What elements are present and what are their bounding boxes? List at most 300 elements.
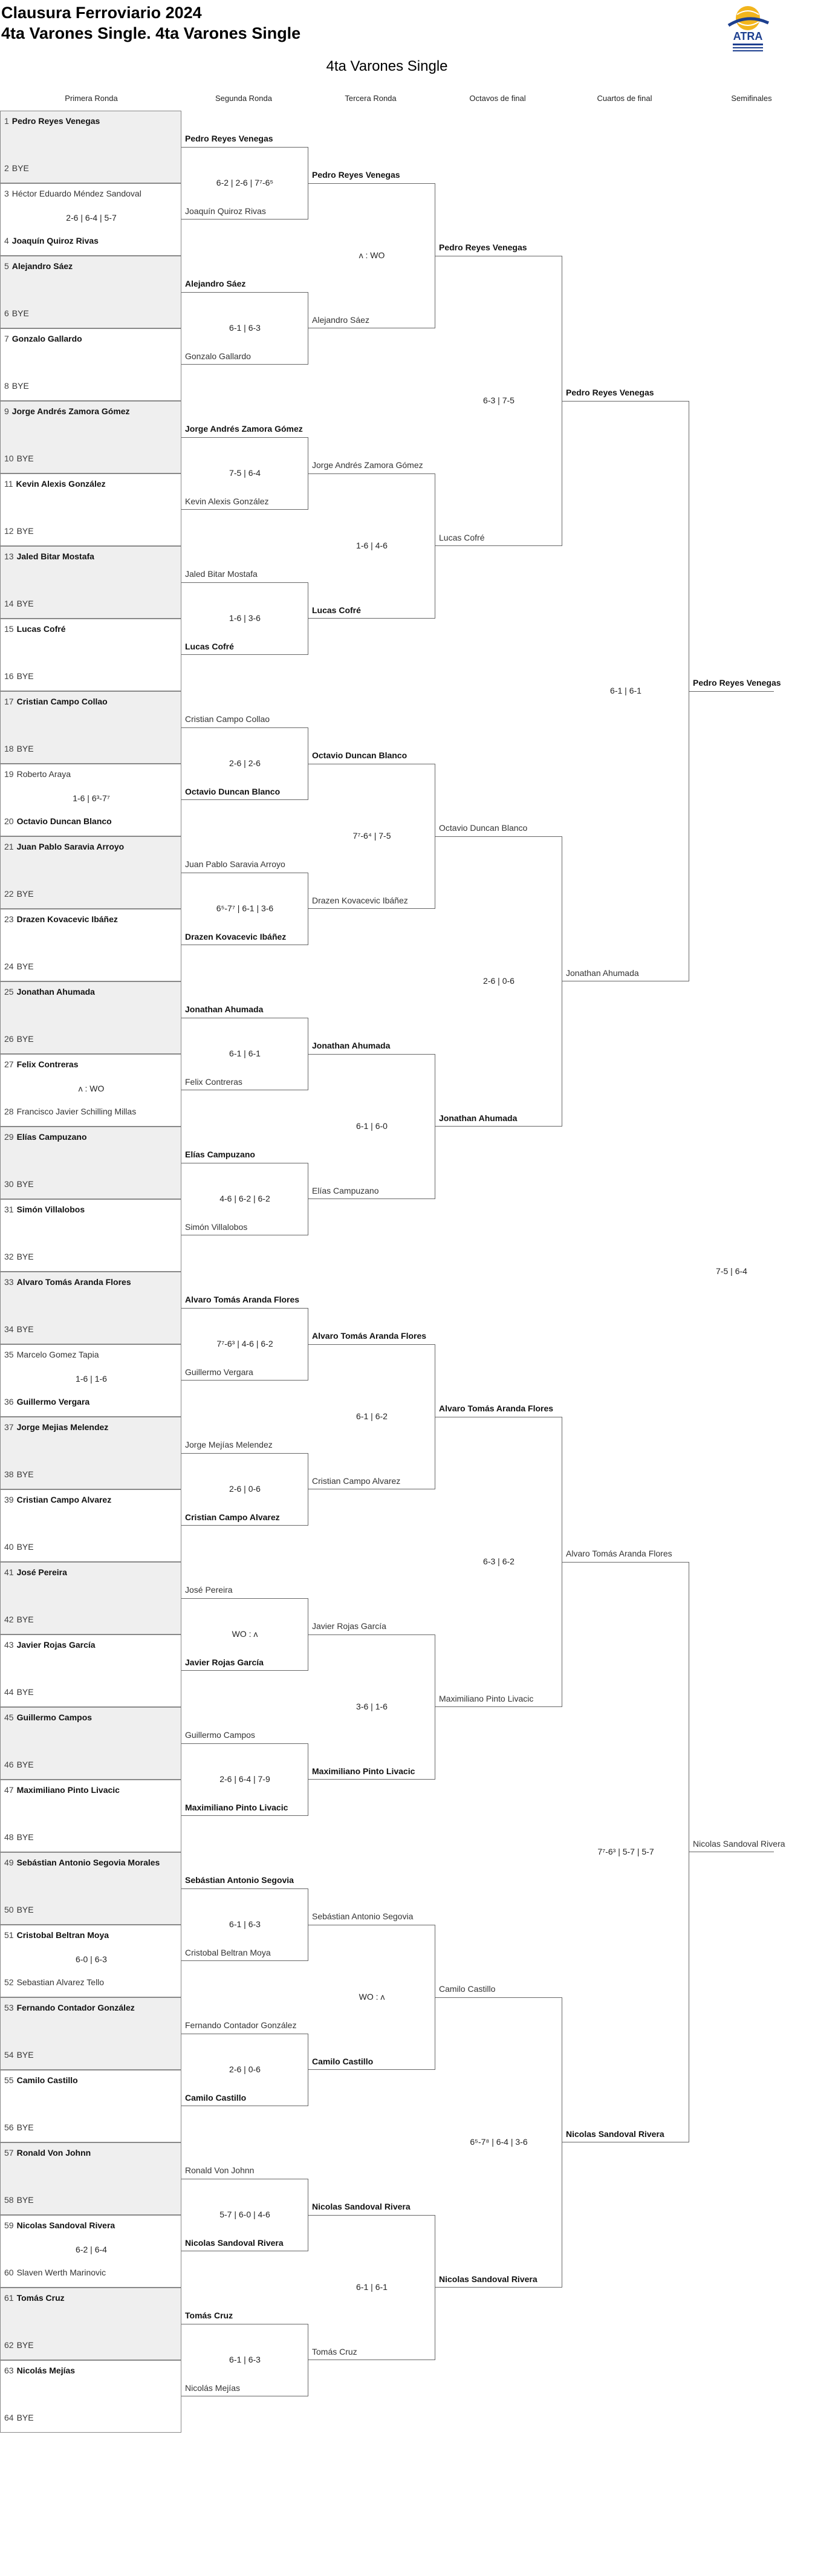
first-round-match <box>0 981 181 1054</box>
player-name: Fernando Contador González <box>16 2003 135 2012</box>
first-round-match <box>0 619 181 691</box>
seed-number: 46 <box>4 1760 14 1769</box>
player-name: Alvaro Tomás Aranda Flores <box>439 1403 554 1413</box>
player-name: Nicolás Mejías <box>185 2383 241 2393</box>
player-name: Nicolas Sandoval Rivera <box>439 2274 537 2284</box>
player-name: Cristian Campo Alvarez <box>185 1512 280 1522</box>
player-name: BYE <box>16 1832 34 1842</box>
player-name: BYE <box>16 599 34 608</box>
player-name: Jonathan Ahumada <box>566 968 639 978</box>
player-name: Jonathan Ahumada <box>185 1004 264 1014</box>
player-line <box>4 2366 75 2375</box>
player-name: Lucas Cofré <box>439 533 485 542</box>
match-score: 1-6 | 3-6 <box>229 613 261 623</box>
player-line <box>4 2413 34 2422</box>
player-name: BYE <box>16 1469 34 1479</box>
player-name: Lucas Cofré <box>16 624 66 634</box>
player-name: Juan Pablo Saravia Arroyo <box>16 842 125 851</box>
player-name: Sebástian Antonio Segovia <box>185 1875 294 1885</box>
player-name: Guillermo Campos <box>185 1730 255 1740</box>
player-name: Cristian Campo Alvarez <box>312 1476 401 1486</box>
player-name: BYE <box>16 1542 34 1552</box>
first-round-match <box>0 328 181 401</box>
player-name: BYE <box>16 526 34 536</box>
player-name: BYE <box>16 2413 34 2422</box>
player-line <box>4 1687 34 1697</box>
seed-number: 63 <box>4 2366 14 2375</box>
seed-number: 43 <box>4 1640 14 1650</box>
player-name: BYE <box>16 2122 34 2132</box>
seed-number: 37 <box>4 1422 14 1432</box>
seed-number: 17 <box>4 697 14 706</box>
player-name: BYE <box>16 2340 34 2350</box>
match-score: 5-7 | 6-0 | 4-6 <box>219 2210 270 2219</box>
match-score: 6-1 | 6-1 <box>610 686 641 695</box>
player-name: Alvaro Tomás Aranda Flores <box>185 1295 300 1304</box>
player-name: Javier Rojas García <box>185 1657 264 1667</box>
player-name: BYE <box>11 163 29 173</box>
match-score: 7-5 | 6-4 <box>229 468 261 478</box>
player-name: Pedro Reyes Venegas <box>11 116 100 126</box>
player-name: BYE <box>16 671 34 681</box>
seed-number: 49 <box>4 1858 14 1867</box>
player-line <box>4 1760 34 1769</box>
player-line <box>4 1615 34 1624</box>
match-score: 1-6 | 1-6 <box>76 1374 107 1384</box>
seed-number: 22 <box>4 889 14 899</box>
player-line <box>4 1469 34 1479</box>
match-score: 2-6 | 2-6 <box>229 758 261 768</box>
match-score: 6⁵-7⁸ | 6-4 | 3-6 <box>470 2137 528 2147</box>
seed-number: 30 <box>4 1179 14 1189</box>
seed-number: 45 <box>4 1712 14 1722</box>
player-name: Jorge Mejias Melendez <box>16 1422 109 1432</box>
player-line <box>4 624 66 634</box>
match-score: 1-6 | 4-6 <box>356 541 388 550</box>
seed-number: 15 <box>4 624 14 634</box>
player-name: Jaled Bitar Mostafa <box>16 551 94 561</box>
seed-number: 32 <box>4 1252 14 1261</box>
seed-number: 28 <box>4 1107 14 1116</box>
player-line <box>4 189 141 198</box>
player-name: Gonzalo Gallardo <box>185 351 251 361</box>
player-name: Octavio Duncan Blanco <box>312 750 408 760</box>
round-header-1: Primera Ronda <box>65 94 118 103</box>
first-round-match <box>0 764 181 836</box>
player-name: Nicolas Sandoval Rivera <box>185 2238 284 2248</box>
player-name: Maximiliano Pinto Livacic <box>185 1803 288 1812</box>
player-name: Pedro Reyes Venegas <box>693 678 781 688</box>
player-line <box>4 1107 136 1116</box>
player-name: Guillermo Vergara <box>16 1397 90 1407</box>
first-round-match <box>0 2070 181 2142</box>
player-line <box>4 406 130 416</box>
player-name: Pedro Reyes Venegas <box>185 134 273 143</box>
seed-number: 25 <box>4 987 14 997</box>
player-line <box>4 526 34 536</box>
player-name: Jorge Mejías Melendez <box>185 1440 273 1449</box>
player-line <box>4 1252 34 1261</box>
seed-number: 47 <box>4 1785 14 1795</box>
player-name: Octavio Duncan Blanco <box>16 816 112 826</box>
player-line <box>4 744 34 753</box>
player-name: Jorge Andrés Zamora Gómez <box>185 424 303 434</box>
player-name: Alvaro Tomás Aranda Flores <box>566 1549 672 1558</box>
player-line <box>4 1567 67 1577</box>
first-round-match <box>0 1417 181 1489</box>
first-round-match <box>0 2360 181 2433</box>
player-name: Maximiliano Pinto Livacic <box>312 1766 415 1776</box>
player-line <box>4 2148 91 2158</box>
player-name: Javier Rojas García <box>16 1640 96 1650</box>
seed-number: 64 <box>4 2413 14 2422</box>
player-line <box>4 261 73 271</box>
player-name: Jonathan Ahumada <box>439 1113 518 1123</box>
player-name: Gonzalo Gallardo <box>11 334 82 343</box>
player-name: BYE <box>16 2050 34 2060</box>
seed-number: 50 <box>4 1905 14 1914</box>
player-name: BYE <box>16 1615 34 1624</box>
match-score: 2-6 | 0-6 <box>229 1484 261 1494</box>
first-round-match <box>0 546 181 619</box>
first-round-match <box>0 1054 181 1127</box>
player-name: Sebástian Antonio Segovia <box>312 1911 414 1921</box>
player-name: Simón Villalobos <box>16 1205 85 1214</box>
player-name: Elías Campuzano <box>16 1132 87 1142</box>
seed-number: 54 <box>4 2050 14 2060</box>
match-score: 6-3 | 7-5 <box>483 395 515 405</box>
first-round-match <box>0 1199 181 1272</box>
player-name: Joaquín Quiroz Rivas <box>185 206 266 216</box>
player-name: Jonathan Ahumada <box>16 987 95 997</box>
match-score: 6-1 | 6-2 <box>356 1411 388 1421</box>
seed-number: 56 <box>4 2122 14 2132</box>
player-line <box>4 1930 109 1940</box>
player-name: BYE <box>16 1687 34 1697</box>
player-line <box>4 2340 34 2350</box>
player-name: Kevin Alexis González <box>185 496 269 506</box>
seed-number: 3 <box>4 189 9 198</box>
player-line <box>4 1785 120 1795</box>
player-line <box>4 1059 79 1069</box>
first-round-match <box>0 1489 181 1562</box>
player-line <box>4 599 34 608</box>
seed-number: 33 <box>4 1277 14 1287</box>
player-name: BYE <box>16 1760 34 1769</box>
match-score: 6-3 | 6-2 <box>483 1556 515 1566</box>
player-line <box>4 1977 104 1987</box>
player-name: Pedro Reyes Venegas <box>566 388 654 397</box>
player-name: Alejandro Sáez <box>11 261 73 271</box>
player-name: Tomás Cruz <box>185 2311 233 2320</box>
match-score: 6-1 | 6-3 <box>229 2355 261 2364</box>
match-score: WO : ʌ <box>359 1992 385 2002</box>
player-name: Kevin Alexis González <box>16 479 106 489</box>
player-name: Pedro Reyes Venegas <box>439 242 527 252</box>
player-line <box>4 889 34 899</box>
player-line <box>4 2122 34 2132</box>
player-name: Héctor Eduardo Méndez Sandoval <box>11 189 141 198</box>
first-round-match <box>0 1997 181 2070</box>
first-round-match <box>0 1272 181 1344</box>
first-round-match <box>0 183 181 256</box>
player-name: Felix Contreras <box>185 1077 242 1087</box>
seed-number: 26 <box>4 1034 14 1044</box>
player-name: Sebástian Antonio Segovia Morales <box>16 1858 160 1867</box>
player-name: Alvaro Tomás Aranda Flores <box>16 1277 131 1287</box>
seed-number: 60 <box>4 2268 14 2277</box>
player-line <box>4 1132 87 1142</box>
draw-title: 4ta Varones Single <box>326 58 448 74</box>
seed-number: 5 <box>4 261 9 271</box>
first-round-match <box>0 473 181 546</box>
player-name: Sebastian Alvarez Tello <box>16 1977 105 1987</box>
player-name: Jonathan Ahumada <box>312 1041 391 1050</box>
player-name: BYE <box>16 1905 34 1914</box>
player-line <box>4 987 95 997</box>
player-line <box>4 1858 160 1867</box>
match-score: 7⁷-6³ | 4-6 | 6-2 <box>216 1339 273 1348</box>
seed-number: 51 <box>4 1930 14 1940</box>
player-line <box>4 1542 34 1552</box>
player-line <box>4 2220 115 2230</box>
match-score: 6-0 | 6-3 <box>76 1954 107 1964</box>
player-name: Drazen Kovacevic Ibáñez <box>16 914 118 924</box>
first-round-match <box>0 836 181 909</box>
player-line <box>4 1397 89 1407</box>
player-name: Cristian Campo Collao <box>185 714 270 724</box>
player-name: Ronald Von Johnn <box>185 2165 255 2175</box>
match-score: 2-6 | 0-6 <box>483 976 515 986</box>
player-name: Felix Contreras <box>16 1059 79 1069</box>
player-line <box>4 308 29 318</box>
player-line <box>4 236 99 246</box>
match-score: 6-2 | 2-6 | 7⁷-6⁵ <box>216 178 274 187</box>
player-name: Nicolás Mejías <box>16 2366 76 2375</box>
seed-number: 19 <box>4 769 14 779</box>
first-round-match <box>0 111 181 183</box>
round-header-5: Cuartos de final <box>597 94 652 103</box>
seed-number: 31 <box>4 1205 14 1214</box>
match-score: 4-6 | 6-2 | 6-2 <box>219 1194 270 1203</box>
seed-number: 18 <box>4 744 14 753</box>
seed-number: 10 <box>4 454 14 463</box>
player-name: Slaven Werth Marinovic <box>16 2268 106 2277</box>
match-score: 6-2 | 6-4 <box>76 2245 107 2254</box>
seed-number: 35 <box>4 1350 14 1359</box>
player-name: Cristian Campo Alvarez <box>16 1495 112 1504</box>
match-score: 2-6 | 6-4 | 5-7 <box>66 213 117 223</box>
first-round-match <box>0 2142 181 2215</box>
player-name: Alejandro Sáez <box>185 279 246 288</box>
first-round-match <box>0 1634 181 1707</box>
match-score: 7⁷-6⁴ | 7-5 <box>352 831 391 841</box>
match-score: 6-1 | 6-1 <box>229 1049 261 1058</box>
player-line <box>4 769 71 779</box>
player-name: Simón Villalobos <box>185 1222 248 1232</box>
player-name: Camilo Castillo <box>312 2057 374 2066</box>
seed-number: 41 <box>4 1567 14 1577</box>
first-round-match <box>0 401 181 473</box>
player-name: Cristian Campo Collao <box>16 697 108 706</box>
match-score: WO : ʌ <box>232 1629 258 1639</box>
player-line <box>4 816 112 826</box>
seed-number: 53 <box>4 2003 14 2012</box>
player-name: Nicolas Sandoval Rivera <box>566 2129 664 2139</box>
player-name: Alejandro Sáez <box>312 315 369 325</box>
player-line <box>4 454 34 463</box>
player-name: Tomás Cruz <box>16 2293 65 2303</box>
player-name: Marcelo Gomez Tapia <box>16 1350 99 1359</box>
player-line <box>4 551 94 561</box>
player-line <box>4 2268 106 2277</box>
first-round-match <box>0 256 181 328</box>
player-line <box>4 2195 34 2205</box>
player-name: BYE <box>16 454 34 463</box>
seed-number: 42 <box>4 1615 14 1624</box>
seed-number: 8 <box>4 381 9 391</box>
player-line <box>4 334 82 343</box>
player-name: BYE <box>16 1034 34 1044</box>
player-name: Roberto Araya <box>16 769 71 779</box>
player-line <box>4 163 29 173</box>
player-line <box>4 1905 34 1914</box>
first-round-match <box>0 909 181 981</box>
round-header-4: Octavos de final <box>469 94 526 103</box>
match-score: 7-5 | 6-4 <box>716 1266 747 1276</box>
seed-number: 61 <box>4 2293 14 2303</box>
player-line <box>4 381 29 391</box>
seed-number: 62 <box>4 2340 14 2350</box>
seed-number: 16 <box>4 671 14 681</box>
seed-number: 13 <box>4 551 14 561</box>
round-header-3: Tercera Ronda <box>345 94 397 103</box>
player-name: Jorge Andrés Zamora Gómez <box>312 460 423 470</box>
player-name: Camilo Castillo <box>439 1984 496 1994</box>
player-name: Camilo Castillo <box>185 2093 247 2103</box>
player-line <box>4 2293 65 2303</box>
seed-number: 44 <box>4 1687 14 1697</box>
player-name: BYE <box>16 744 34 753</box>
seed-number: 14 <box>4 599 14 608</box>
player-name: Nicolas Sandoval Rivera <box>312 2202 411 2211</box>
first-round-match <box>0 1562 181 1634</box>
first-round-match <box>0 1852 181 1925</box>
player-line <box>4 1350 99 1359</box>
player-name: Javier Rojas García <box>312 1621 386 1631</box>
player-name: Jaled Bitar Mostafa <box>185 569 258 579</box>
player-name: Juan Pablo Saravia Arroyo <box>185 859 285 869</box>
first-round-match <box>0 1344 181 1417</box>
player-name: Alvaro Tomás Aranda Flores <box>312 1331 427 1341</box>
seed-number: 39 <box>4 1495 14 1504</box>
player-line <box>4 2050 34 2060</box>
player-line <box>4 1179 34 1189</box>
seed-number: 12 <box>4 526 14 536</box>
seed-number: 20 <box>4 816 14 826</box>
player-name: Joaquín Quiroz Rivas <box>11 236 99 246</box>
match-score: 6-1 | 6-3 <box>229 1919 261 1929</box>
player-name: Drazen Kovacevic Ibáñez <box>185 932 287 942</box>
player-name: Fernando Contador González <box>185 2020 297 2030</box>
player-name: BYE <box>16 889 34 899</box>
player-name: Camilo Castillo <box>16 2075 78 2085</box>
player-line <box>4 697 108 706</box>
seed-number: 29 <box>4 1132 14 1142</box>
player-line <box>4 1324 34 1334</box>
player-name: Lucas Cofré <box>185 642 234 651</box>
seed-number: 38 <box>4 1469 14 1479</box>
player-name: Maximiliano Pinto Livacic <box>439 1694 534 1703</box>
player-name: BYE <box>11 308 29 318</box>
seed-number: 40 <box>4 1542 14 1552</box>
seed-number: 7 <box>4 334 9 343</box>
player-name: BYE <box>11 381 29 391</box>
seed-number: 57 <box>4 2148 14 2158</box>
first-round-match <box>0 1780 181 1852</box>
svg-text:ATRA: ATRA <box>733 30 763 42</box>
match-score: ʌ : WO <box>359 250 385 260</box>
player-name: BYE <box>16 1252 34 1261</box>
player-name: Tomás Cruz <box>312 2347 357 2356</box>
player-line <box>4 479 106 489</box>
player-name: Guillermo Vergara <box>185 1367 253 1377</box>
match-score: 1-6 | 6³-7⁷ <box>73 793 110 803</box>
match-score: 6-1 | 6-0 <box>356 1121 388 1131</box>
player-line <box>4 1712 92 1722</box>
first-round-match <box>0 1707 181 1780</box>
player-line <box>4 842 124 851</box>
seed-number: 24 <box>4 961 14 971</box>
player-name: Octavio Duncan Blanco <box>185 787 281 796</box>
seed-number: 34 <box>4 1324 14 1334</box>
player-line <box>4 961 34 971</box>
match-score: 6-1 | 6-1 <box>356 2282 388 2292</box>
seed-number: 55 <box>4 2075 14 2085</box>
player-name: José Pereira <box>16 1567 67 1577</box>
match-score: 6⁵-7⁷ | 6-1 | 3-6 <box>216 903 274 913</box>
player-name: Pedro Reyes Venegas <box>312 170 400 180</box>
tournament-title: Clausura Ferroviario 2024 <box>1 4 202 22</box>
match-score: 6-1 | 6-3 <box>229 323 261 333</box>
round-header-2: Segunda Ronda <box>215 94 272 103</box>
seed-number: 1 <box>4 116 9 126</box>
seed-number: 27 <box>4 1059 14 1069</box>
player-line <box>4 1495 111 1504</box>
seed-number: 6 <box>4 308 9 318</box>
player-line <box>4 671 34 681</box>
player-line <box>4 1277 131 1287</box>
first-round-match <box>0 691 181 764</box>
player-line <box>4 116 100 126</box>
player-name: Elías Campuzano <box>185 1150 255 1159</box>
seed-number: 11 <box>4 479 13 489</box>
player-name: Francisco Javier Schilling Millas <box>16 1107 137 1116</box>
player-name: Guillermo Campos <box>16 1712 93 1722</box>
player-name: BYE <box>16 2195 34 2205</box>
player-name: Maximiliano Pinto Livacic <box>16 1785 120 1795</box>
player-name: BYE <box>16 1179 34 1189</box>
player-line <box>4 1422 108 1432</box>
seed-number: 2 <box>4 163 9 173</box>
round-header-6: Semifinales <box>731 94 772 103</box>
seed-number: 21 <box>4 842 14 851</box>
player-name: Lucas Cofré <box>312 605 361 615</box>
player-name: Elías Campuzano <box>312 1186 379 1195</box>
player-name: Cristobal Beltran Moya <box>16 1930 109 1940</box>
player-line <box>4 2003 135 2012</box>
player-line <box>4 1832 34 1842</box>
